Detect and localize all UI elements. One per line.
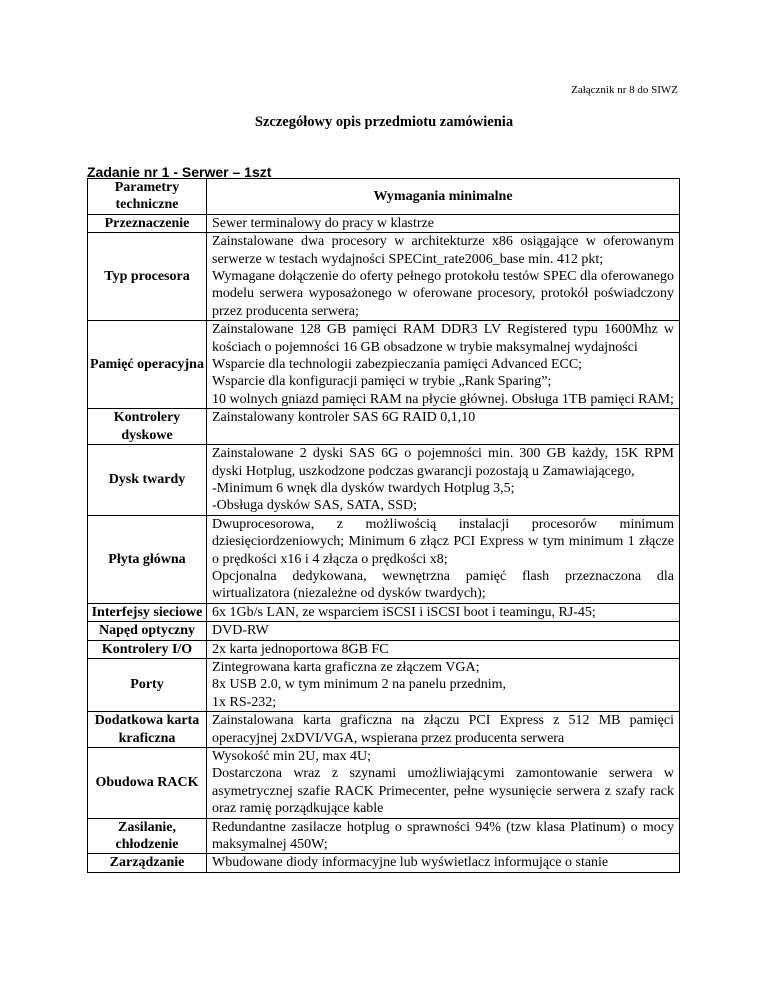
table-row: [88, 214, 680, 232]
requirement-cell: [207, 409, 680, 445]
param-cell: Kontrolery dyskowe: [88, 409, 207, 445]
requirement-cell: [207, 233, 680, 321]
requirement-cell: [207, 854, 680, 872]
table-header-row: [88, 179, 680, 215]
requirement-cell: [207, 214, 680, 232]
requirement-text: Wysokość min 2U, max 4U;: [212, 749, 371, 764]
requirement-text: Zainstalowana karta graficzna na złączu PCI Express z 512 MB pamięci operacyjnej 2xDVI/VGA, wspierana przez producenta serwera: [212, 713, 674, 746]
requirement-cell: [207, 445, 680, 516]
table-row: [88, 622, 680, 640]
table-row: [88, 321, 680, 409]
requirement-text: Wsparcie dla konfiguracji pamięci w trybie „Rank Sparing”;: [212, 374, 552, 390]
requirement-text: Opcjonalna dedykowana, wewnętrzna pamięć flash przeznaczona dla wirtualizatora (niezależne od dysków twardych);: [212, 568, 674, 602]
table-row: [88, 445, 680, 516]
task-heading: Zadanie nr 1 - Serwer – 1szt: [87, 164, 272, 180]
document-title: Szczegółowy opis przedmiotu zamówienia: [254, 114, 514, 130]
param-cell: Obudowa RACK: [88, 748, 207, 819]
param-cell: Napęd optyczny: [88, 622, 207, 640]
param-cell: Interfejsy sieciowe: [88, 603, 207, 621]
param-cell: Dodatkowa karta kraficzna: [88, 712, 207, 748]
requirement-cell: [207, 515, 680, 603]
requirement-text: Dwuprocesorowa, z możliwością instalacji procesorów minimum dziesięciordzeniowych; Minimum 6 złącz PCI Express w tym minimum 1 złącze o prędkości x16 i 4 złącza o prędkości x8;: [212, 516, 674, 567]
header-req: Wymagania minimalne: [207, 179, 680, 215]
requirement-text: Zainstalowany kontroler SAS 6G RAID 0,1,10: [212, 410, 476, 426]
param-cell: Typ procesora: [88, 233, 207, 321]
specification-table-body: [88, 179, 680, 873]
param-cell: Zasilanie, chłodzenie: [88, 818, 207, 854]
table-row: [88, 515, 680, 603]
requirement-text: Wbudowane diody informacyjne lub wyświetlacz informujące o stanie: [212, 855, 609, 871]
param-cell: Dysk twardy: [88, 445, 207, 516]
requirement-text: Zainstalowane dwa procesory w architekturze x86 osiągające w oferowanym serwerze w testach wydajności SPECint_rate2006_base min. 412 pkt;: [212, 234, 674, 267]
specification-table: [87, 178, 680, 873]
requirement-text: -Minimum 6 wnęk dla dysków twardych Hotplug 3,5;: [212, 480, 515, 496]
table-row: [88, 854, 680, 872]
header-param: Parametry techniczne: [88, 179, 207, 215]
param-cell: Zarządzanie: [88, 854, 207, 872]
requirement-text: Sewer terminalowy do pracy w klastrze: [212, 215, 434, 231]
requirement-text: 2x karta jednoportowa 8GB FC: [212, 641, 389, 657]
requirement-text: Dostarczona wraz z szynami umożliwiającymi zamontowanie serwera w asymetrycznej szafie RACK Primecenter, pełne wysunięcie serwera z szafy rack oraz ramię porządkujące kable: [212, 766, 674, 817]
requirement-text: 10 wolnych gniazd pamięci RAM na płycie głównej. Obsługa 1TB pamięci RAM;: [212, 391, 674, 407]
requirement-text: 6x 1Gb/s LAN, ze wsparciem iSCSI i iSCSI boot i teamingu, RJ-45;: [212, 604, 596, 620]
param-cell: Porty: [88, 658, 207, 711]
table-row: [88, 640, 680, 658]
param-cell: Pamięć operacyjna: [88, 321, 207, 409]
requirement-cell: [207, 640, 680, 658]
table-row: [88, 409, 680, 445]
table-row: [88, 233, 680, 321]
requirement-text: -Obsługa dysków SAS, SATA, SSD;: [212, 498, 418, 514]
requirement-text: DVD-RW: [212, 623, 269, 639]
requirement-cell: [207, 658, 680, 711]
param-cell: Przeznaczenie: [88, 214, 207, 232]
requirement-text: Zintegrowana karta graficzna ze złączem VGA;: [212, 659, 480, 675]
annex-label: Załącznik nr 8 do SIWZ: [571, 84, 678, 96]
requirement-cell: [207, 321, 680, 409]
table-row: [88, 712, 680, 748]
requirement-cell: [207, 748, 680, 819]
requirement-cell: [207, 818, 680, 854]
table-row: [88, 603, 680, 621]
table-row: [88, 818, 680, 854]
requirement-cell: [207, 622, 680, 640]
table-row: [88, 658, 680, 711]
requirement-cell: [207, 712, 680, 748]
requirement-text: Wymagane dołączenie do oferty pełnego protokołu testów SPEC dla oferowanego modelu serwera wyposażonego w oferowane procesory, protokół poświadczony przez producenta serwera;: [212, 269, 674, 319]
param-cell: Płyta główna: [88, 515, 207, 603]
requirement-text: 1x RS-232;: [212, 694, 277, 710]
param-cell: Kontrolery I/O: [88, 640, 207, 658]
requirement-cell: [207, 603, 680, 621]
requirement-text: Zainstalowane 128 GB pamięci RAM DDR3 LV Registered typu 1600Mhz w kościach o pojemności 16 GB obsadzone w trybie maksymalnej wydajności: [212, 322, 674, 355]
requirement-text: Redundantne zasilacze hotplug o sprawności 94% (tzw klasa Platinum) o mocy maksymalnej 450W;: [212, 819, 674, 853]
requirement-text: 8x USB 2.0, w tym minimum 2 na panelu przednim,: [212, 677, 506, 693]
requirement-text: Zainstalowane 2 dyski SAS 6G o pojemności min. 300 GB każdy, 15K RPM dyski Hotplug, uszkodzone podczas gwarancji pozostają u Zamawiającego,: [212, 446, 674, 479]
table-row: [88, 748, 680, 819]
requirement-text: Wsparcie dla technologii zabezpieczania pamięci Advanced ECC;: [212, 357, 583, 373]
